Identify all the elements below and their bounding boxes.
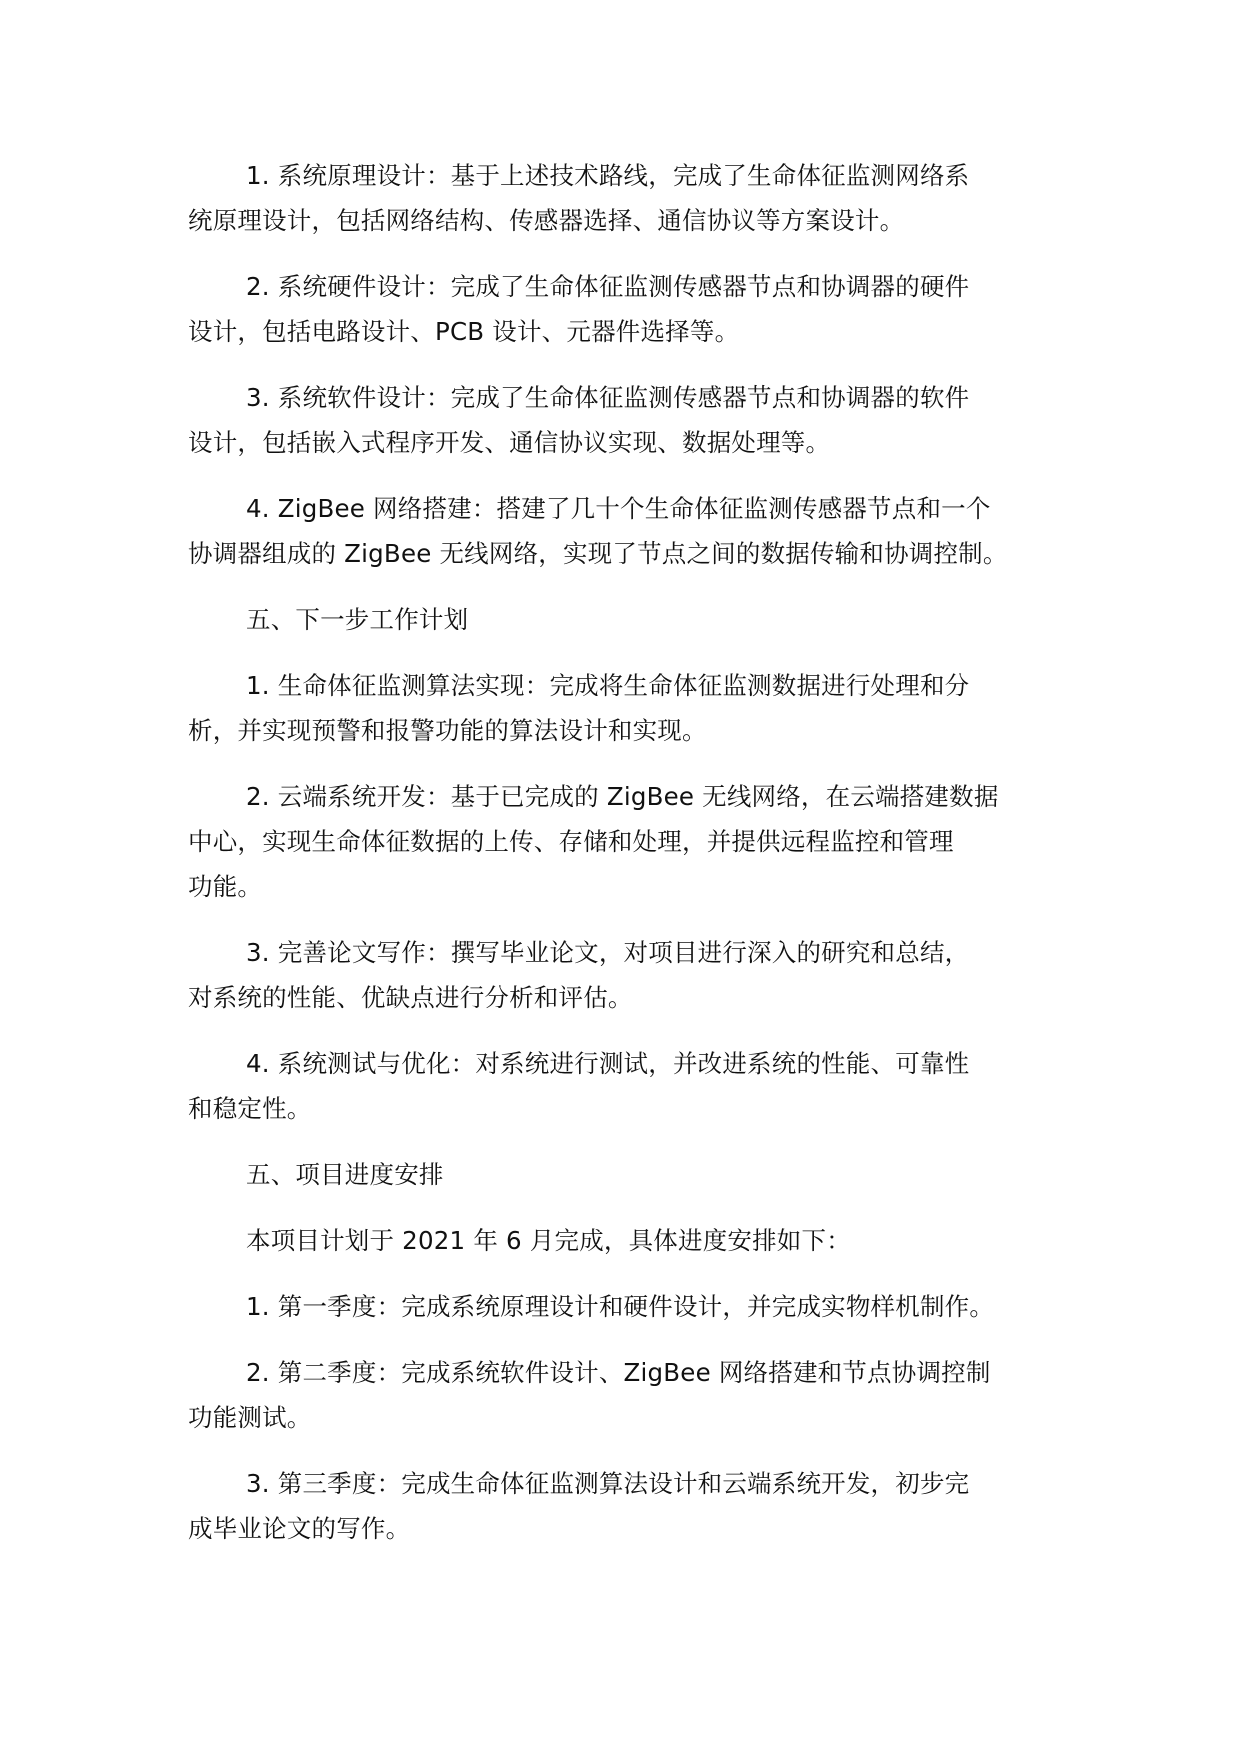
text-line: 4. 系统测试与优化：对系统进行测试，并改进系统的性能、可靠性	[246, 1049, 970, 1078]
text-line: 设计，包括电路设计、PCB 设计、元器件选择等。	[188, 317, 740, 346]
text-line: 成毕业论文的写作。	[188, 1514, 411, 1543]
text-line: 2. 第二季度：完成系统软件设计、ZigBee 网络搭建和节点协调控制	[246, 1358, 991, 1387]
text-line: 协调器组成的 ZigBee 无线网络，实现了节点之间的数据传输和协调控制。	[188, 539, 1008, 568]
text-line: 3. 第三季度：完成生命体征监测算法设计和云端系统开发，初步完	[246, 1469, 970, 1498]
section-heading: 五、项目进度安排	[246, 1160, 444, 1189]
text-line: 3. 系统软件设计：完成了生命体征监测传感器节点和协调器的软件	[246, 383, 970, 412]
text-line: 1. 生命体征监测算法实现：完成将生命体征监测数据进行处理和分	[246, 671, 970, 700]
text-line: 设计，包括嵌入式程序开发、通信协议实现、数据处理等。	[188, 428, 831, 457]
text-line: 1. 第一季度：完成系统原理设计和硬件设计，并完成实物样机制作。	[246, 1292, 995, 1321]
text-line: 本项目计划于 2021 年 6 月完成，具体进度安排如下：	[246, 1226, 851, 1255]
text-line: 中心，实现生命体征数据的上传、存储和处理，并提供远程监控和管理	[188, 827, 954, 856]
text-line: 功能。	[188, 872, 263, 901]
text-line: 功能测试。	[188, 1403, 312, 1432]
text-line: 2. 系统硬件设计：完成了生命体征监测传感器节点和协调器的硬件	[246, 272, 970, 301]
text-line: 统原理设计，包括网络结构、传感器选择、通信协议等方案设计。	[188, 206, 905, 235]
text-line: 2. 云端系统开发：基于已完成的 ZigBee 无线网络，在云端搭建数据	[246, 782, 999, 811]
text-line: 3. 完善论文写作：撰写毕业论文，对项目进行深入的研究和总结，	[246, 938, 970, 967]
text-line: 4. ZigBee 网络搭建：搭建了几十个生命体征监测传感器节点和一个	[246, 494, 991, 523]
text-line: 和稳定性。	[188, 1094, 312, 1123]
text-line: 析，并实现预警和报警功能的算法设计和实现。	[188, 716, 707, 745]
text-line: 对系统的性能、优缺点进行分析和评估。	[188, 983, 633, 1012]
text-line: 1. 系统原理设计：基于上述技术路线，完成了生命体征监测网络系	[246, 161, 970, 190]
section-heading: 五、下一步工作计划	[246, 605, 469, 634]
